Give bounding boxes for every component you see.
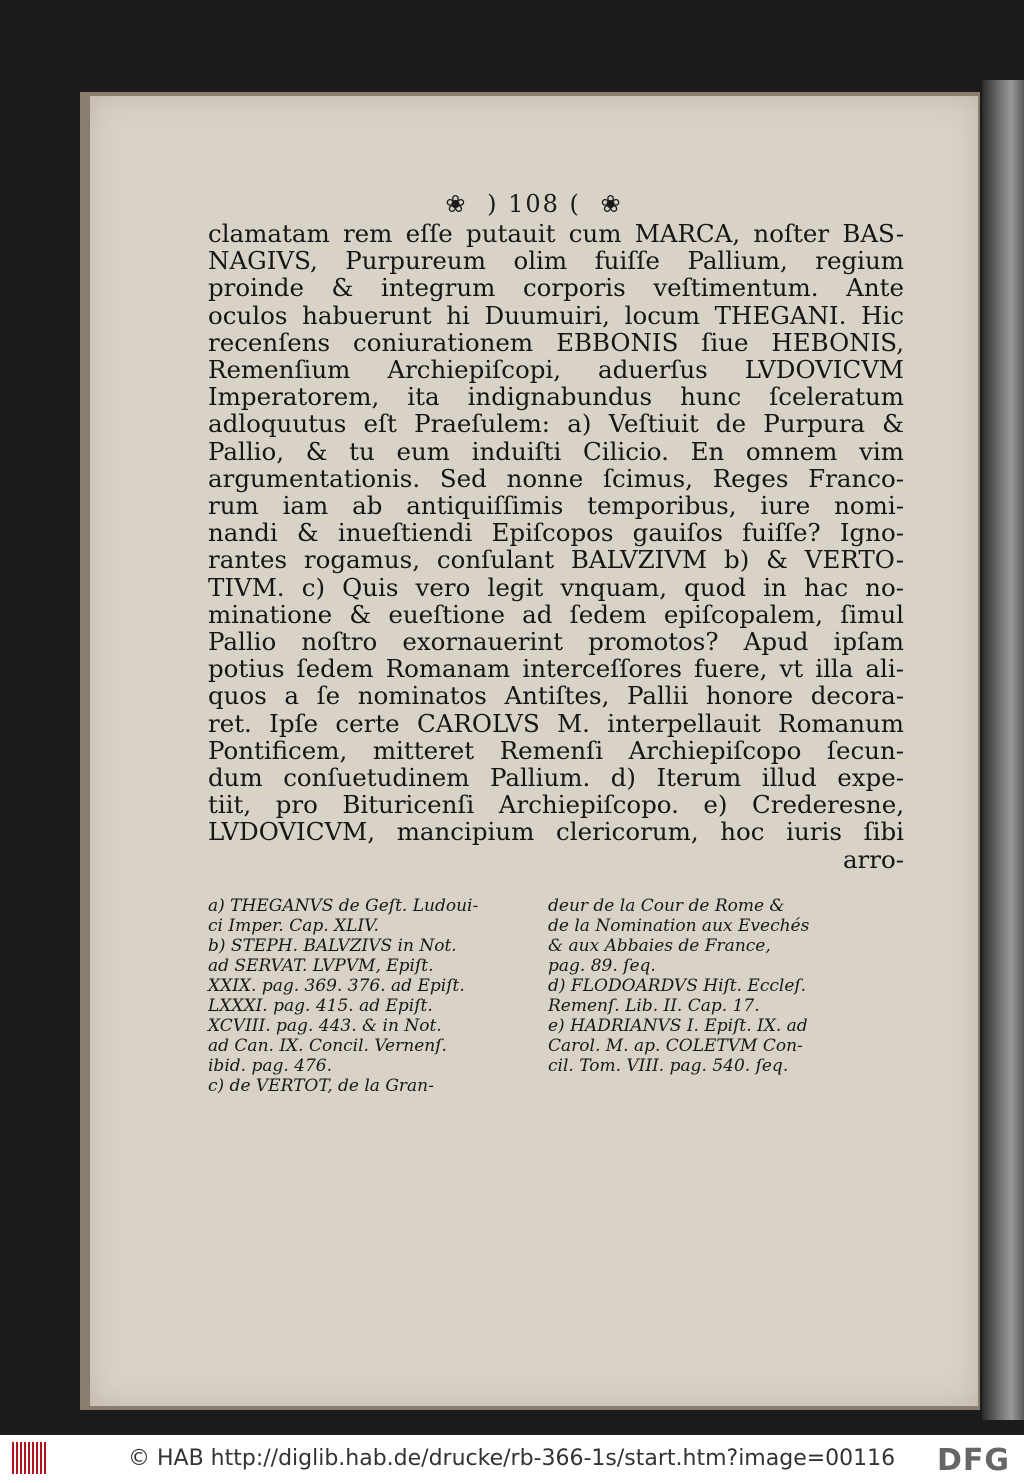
left-ornament-icon: ❀ (445, 190, 468, 218)
text-line: argumentationis. Sed nonne ſcimus, Reges Franco- (208, 463, 904, 493)
main-text (208, 220, 904, 873)
footnote-line: deur de la Cour de Rome & (548, 896, 785, 916)
text-line: minatione & eueſtione ad ſedem epiſcopalem, ſimul (208, 599, 904, 629)
text-line: Imperatorem, ita indignabundus hunc ſceleratum (208, 382, 904, 412)
text-line: ret. Ipſe certe CAROLVS M. interpellauit Romanum (208, 708, 904, 738)
page-number: ) 108 ( (487, 190, 581, 218)
footnote-line: XCVIII. pag. 443. & in Not. (208, 1016, 442, 1036)
right-ornament-icon: ❀ (600, 190, 623, 218)
footnote-line: ibid. pag. 476. (208, 1056, 333, 1076)
text-line: nandi & inueſtiendi Epiſcopos gauiſos fuiſſe? Igno- (208, 518, 904, 548)
text-line: dum conſuetudinem Pallium. d) Iterum illud expe- (208, 763, 904, 793)
footnotes-right-column (548, 896, 878, 1076)
footnote-line: cil. Tom. VIII. pag. 540. ſeq. (548, 1056, 789, 1076)
text-line: adloquutus eſt Praeſulem: a) Veſtiuit de Purpura & (208, 409, 904, 439)
library-barcode-icon (12, 1442, 48, 1474)
footnote-line: e) HADRIANVS I. Epiſt. IX. ad (548, 1016, 808, 1036)
text-line: rum iam ab antiquiſſimis temporibus, iure nomi- (208, 491, 904, 521)
footnote-line: ci Imper. Cap. XLIV. (208, 916, 379, 936)
next-page-edge (982, 80, 1024, 1420)
text-line: NAGIVS, Purpureum olim fuiſſe Pallium, regium (208, 246, 904, 276)
footnote-line: Carol. M. ap. COLETVM Con- (548, 1036, 803, 1056)
text-line: potius ſedem Romanam interceſſores fuere, vt illa ali- (208, 654, 904, 684)
dfg-logo: DFG (936, 1443, 1010, 1478)
text-line: tiit, pro Bituricenſi Archiepiſcopo. e) Crederesne, (208, 790, 904, 820)
footnote-line: LXXXI. pag. 415. ad Epiſt. (208, 996, 433, 1016)
footnote-line: pag. 89. ſeq. (548, 956, 656, 976)
text-line: Pallio, & tu eum induiſti Cilicio. En omnem vim (208, 436, 904, 466)
catchword: arro- (842, 844, 904, 874)
text-line: Pontificem, mitteret Remenſi Archiepiſcopo ſecun- (208, 735, 904, 765)
footnotes-left-column (208, 896, 538, 1096)
text-line: quos a ſe nominatos Antiſtes, Pallii honore decora- (208, 681, 904, 711)
text-line: rantes rogamus, conſulant BALVZIVM b) & VERTO- (208, 545, 904, 575)
text-line: proinde & integrum corporis veſtimentum. Ante (208, 273, 904, 303)
footnote-line: Remenſ. Lib. II. Cap. 17. (548, 996, 760, 1016)
book-page (90, 96, 978, 1406)
text-line: TIVM. c) Quis vero legit vnquam, quod in hac no- (208, 572, 904, 602)
footnote-line: de la Nomination aux Evechés (548, 916, 810, 936)
text-line: oculos habuerunt hi Duumuiri, locum THEGANI. Hic (208, 300, 904, 330)
text-line: recenſens coniurationem EBBONIS ſiue HEBONIS, (208, 327, 904, 357)
text-line: Remenſium Archiepiſcopi, aduerſus LVDOVICVM (208, 355, 904, 385)
footnote-line: ad Can. IX. Concil. Vernenſ. (208, 1036, 447, 1056)
footnote-line: a) THEGANVS de Geſt. Ludoui- (208, 896, 479, 916)
footnote-line: ad SERVAT. LVPVM, Epiſt. (208, 956, 434, 976)
footnote-line: & aux Abbaies de France, (548, 936, 771, 956)
text-line: clamatam rem eſſe putauit cum MARCA, noſter BAS- (208, 219, 904, 248)
footnote-line: d) FLODOARDVS Hiſt. Eccleſ. (548, 976, 807, 996)
footnote-line: XXIX. pag. 369. 376. ad Epiſt. (208, 976, 465, 996)
source-link[interactable]: © HAB http://diglib.hab.de/drucke/rb-366-1s/start.htm?image=00116 (128, 1446, 896, 1471)
footnote-line: c) de VERTOT, de la Gran- (208, 1076, 434, 1096)
text-line: Pallio noſtro exornauerint promotos? Apud ipſam (208, 627, 904, 657)
running-header (90, 190, 978, 218)
footnote-line: b) STEPH. BALVZIVS in Not. (208, 936, 457, 956)
text-line: LVDOVICVM, mancipium clericorum, hoc iuris ſibi (208, 817, 904, 847)
